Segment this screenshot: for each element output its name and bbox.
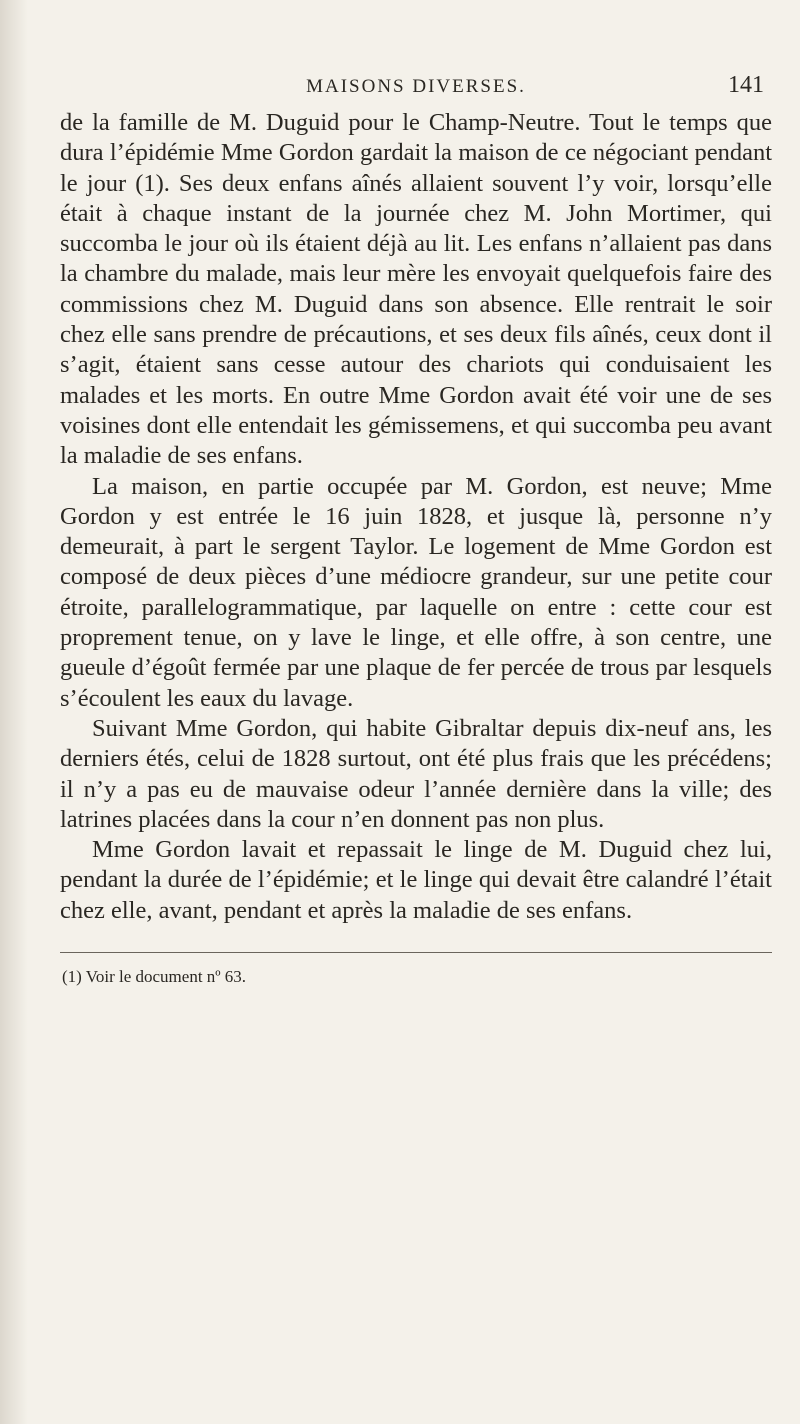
footnote-rule <box>60 952 772 953</box>
paragraph-3: Suivant Mme Gordon, qui habite Gibraltar depuis dix-neuf ans, les derniers étés, celui de 1828 surtout, ont été plus frais que les précédens; il n’y a pas eu de mauvaise odeur l’année dernière dans la ville; des latrines placées dans la cour n’en donnent pas non plus. <box>60 714 772 833</box>
paragraph-1: de la famille de M. Duguid pour le Champ-Neutre. Tout le temps que dura l’épidémie Mme Gordon gardait la maison de ce négociant pendant le jour (1). Ses deux enfans aînés allaient souvent l’y voir, lorsqu’elle était à chaque instant de la journée chez M. John Mortimer, qui succomba le jour où ils étaient déjà au lit. Les enfans n’allaient pas dans la chambre du malade, mais leur mère les envoyait quelquefois faire des commissions chez M. Duguid dans son absence. Elle rentrait le soir chez elle sans prendre de précautions, et ses deux fils aînés, ceux dont il s’agit, étaient sans cesse autour des chariots qui conduisaient les malades et les morts. En outre Mme Gordon avait été voir une de ses voisines dont elle entendait les gémissemens, et qui succomba peu avant la maladie de ses enfans. <box>60 109 772 470</box>
footnote: (1) Voir le document nº 63. <box>62 967 247 987</box>
paragraph-4: Mme Gordon lavait et repassait le linge de M. Duguid chez lui, pendant la durée de l’épidémie; et le linge qui devait être calandré l’était chez elle, avant, pendant et après la maladie de ses enfans. <box>60 836 772 924</box>
page-number: 141 <box>728 72 764 98</box>
running-head <box>60 0 772 108</box>
book-page <box>60 0 772 987</box>
running-title: MAISONS DIVERSES. <box>306 76 526 97</box>
page-gutter-shade <box>0 0 28 1424</box>
paragraph-2: La maison, en partie occupée par M. Gordon, est neuve; Mme Gordon y est entrée le 16 juin 1828, et jusque là, personne n’y demeurait, à part le sergent Taylor. Le logement de Mme Gordon est composé de deux pièces d’une médiocre grandeur, sur une petite cour étroite, parallelogrammatique, par laquelle on entre : cette cour est proprement tenue, on y lave le linge, et elle offre, à son centre, une gueule d’égoût fermée par une plaque de fer percée de trous par lesquels s’écoulent les eaux du lavage. <box>60 472 772 712</box>
body-text <box>60 108 772 926</box>
